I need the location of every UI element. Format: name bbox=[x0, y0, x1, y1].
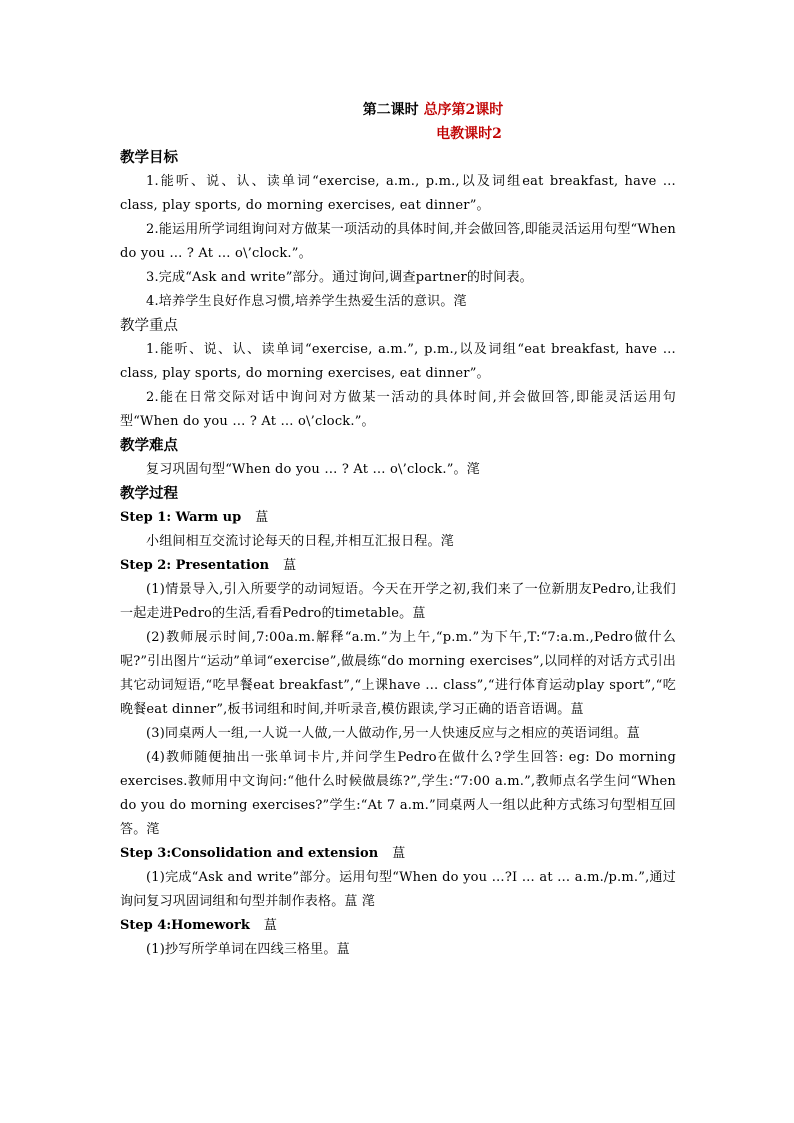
step-1-mark: 蒀 bbox=[255, 510, 269, 525]
key-points-heading: 教学重点 bbox=[120, 318, 178, 334]
step-2-paragraph-3: (3)同桌两人一组,一人说一人做,一人做动作,另一人快速反应与之相应的英语词组。蒀 bbox=[146, 726, 641, 741]
step-1-paragraph-1: 小组间相互交流讨论每天的日程,并相互汇报日程。滗 bbox=[146, 534, 454, 549]
step-2-mark: 蒀 bbox=[283, 558, 297, 573]
step-2-paragraph-2: (2)教师展示时间,7:00a.m.解释“a.m.”为上午,“p.m.”为下午,T:“7:a.m.,Pedro做什么呢?”引出图片“运动”单词“exercise”,做晨练“do morning exercises”,以同样的对话方式引出其它动词短语,“吃早餐eat breakfast”,“上课have … class”,“进行体育运动play sport”,“吃晚餐eat dinner”,板书词组和时间,并听录音,模仿跟读,学习正确的语音语调。蒀 bbox=[120, 630, 676, 717]
step-3-label: Step 3:Consolidation and extension bbox=[120, 846, 379, 861]
step-2-heading bbox=[120, 554, 676, 578]
step-2-paragraph-4: (4)教师随便抽出一张单词卡片,并问学生Pedro在做什么?学生回答: eg: Do morning exercises.教师用中文询问:“他什么时候做晨练?”,学生:“7:00 a.m.”,教师点名学生问“When do you do morning exercises?”学生:“At 7 a.m.”同桌两人一组以此种方式练习句型相互回答。滗 bbox=[120, 750, 676, 837]
step-3-heading bbox=[120, 842, 676, 866]
objective-item-4: 4.培养学生良好作息习惯,培养学生热爱生活的意识。滗 bbox=[146, 294, 467, 309]
step-4-paragraph-1: (1)抄写所学单词在四线三格里。蒀 bbox=[146, 942, 350, 957]
lesson-total-number: 总序第2课时 bbox=[423, 102, 504, 118]
lesson-plan-page bbox=[120, 98, 676, 962]
process-heading: 教学过程 bbox=[120, 485, 178, 502]
objectives-heading: 教学目标 bbox=[120, 149, 178, 166]
step-3-mark: 蒀 bbox=[392, 846, 406, 861]
page-title bbox=[120, 98, 676, 122]
objective-item-2: 2.能运用所学词组询问对方做某一项活动的具体时间,并会做回答,即能灵活运用句型“When do you … ? At … o\’clock.”。 bbox=[120, 222, 676, 261]
difficulties-heading: 教学难点 bbox=[120, 437, 178, 454]
key-point-item-2: 2.能在日常交际对话中询问对方做某一活动的具体时间,并会做回答,即能灵活运用句型“When do you … ? At … o\’clock.”。 bbox=[120, 390, 676, 429]
objective-item-3: 3.完成“Ask and write”部分。通过询问,调查partner的时间表。 bbox=[146, 270, 533, 285]
step-3-paragraph-1: (1)完成“Ask and write”部分。运用句型“When do you …?I … at … a.m./p.m.”,通过询问复习巩固词组和句型并制作表格。蒀 滗 bbox=[120, 870, 676, 909]
step-4-mark: 蒀 bbox=[263, 918, 277, 933]
key-point-item-1: 1.能听、说、认、读单词“exercise, a.m.”, p.m.,以及词组“eat breakfast, have … class, play sports, do morning exercises, eat dinner”。 bbox=[120, 342, 676, 381]
step-4-heading bbox=[120, 914, 676, 938]
page-subtitle: 电教课时2 bbox=[436, 126, 502, 142]
lesson-title: 第二课时 bbox=[362, 102, 419, 118]
difficulty-item-1: 复习巩固句型“When do you … ? At … o\’clock.”。滗 bbox=[146, 462, 480, 477]
step-4-label: Step 4:Homework bbox=[120, 918, 250, 933]
step-1-heading bbox=[120, 506, 676, 530]
step-1-label: Step 1: Warm up bbox=[120, 510, 242, 525]
step-2-paragraph-1: (1)情景导入,引入所要学的动词短语。今天在开学之初,我们来了一位新朋友Pedro,让我们一起走进Pedro的生活,看看Pedro的timetable。蒀 bbox=[120, 582, 676, 621]
step-2-label: Step 2: Presentation bbox=[120, 558, 270, 573]
objective-item-1: 1.能听、说、认、读单词“exercise, a.m., p.m.,以及词组eat breakfast, have … class, play sports, do morning exercises, eat dinner”。 bbox=[120, 174, 676, 213]
